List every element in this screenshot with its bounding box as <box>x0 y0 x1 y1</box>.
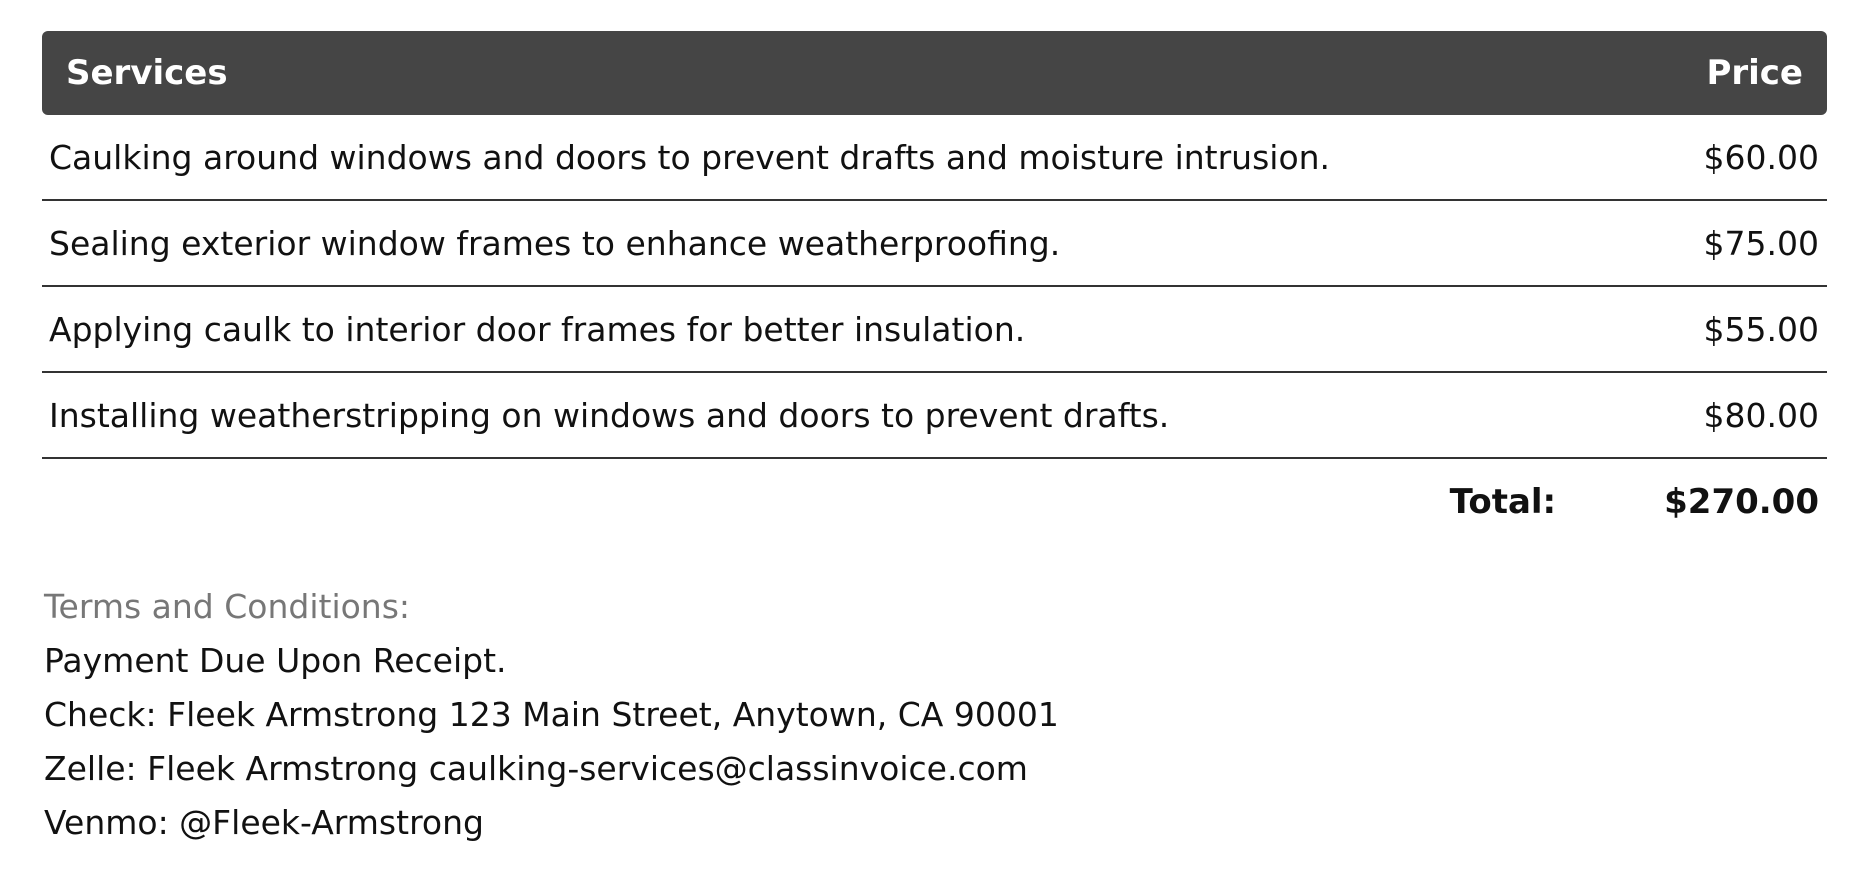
total-label: Total: <box>1449 482 1557 522</box>
service-price: $55.00 <box>1703 309 1819 349</box>
zelle-payment-text: Zelle: Fleek Armstrong caulking-services@classinvoice.com <box>44 749 1028 788</box>
service-description: Applying caulk to interior door frames for better insulation. <box>49 309 1026 349</box>
terms-title: Terms and Conditions: <box>44 587 411 626</box>
service-price: $60.00 <box>1703 137 1819 177</box>
service-description: Caulking around windows and doors to prevent drafts and moisture intrusion. <box>49 137 1331 177</box>
table-row <box>42 201 1827 287</box>
price-column-header: Price <box>1706 53 1803 93</box>
table-row <box>42 287 1827 373</box>
service-price: $75.00 <box>1703 223 1819 263</box>
service-price: $80.00 <box>1703 395 1819 435</box>
payment-due-text: Payment Due Upon Receipt. <box>44 641 507 680</box>
total-value: $270.00 <box>1664 482 1819 522</box>
services-column-header: Services <box>66 53 228 93</box>
table-header <box>42 31 1827 115</box>
venmo-payment-text: Venmo: @Fleek-Armstrong <box>44 803 484 842</box>
total-row <box>42 459 1827 545</box>
service-description: Installing weatherstripping on windows and doors to prevent drafts. <box>49 395 1170 435</box>
terms-and-conditions <box>44 580 1059 850</box>
table-row <box>42 115 1827 201</box>
services-table <box>42 31 1827 545</box>
check-payment-text: Check: Fleek Armstrong 123 Main Street, Anytown, CA 90001 <box>44 695 1059 734</box>
service-description: Sealing exterior window frames to enhance weatherproofing. <box>49 223 1061 263</box>
table-row <box>42 373 1827 459</box>
